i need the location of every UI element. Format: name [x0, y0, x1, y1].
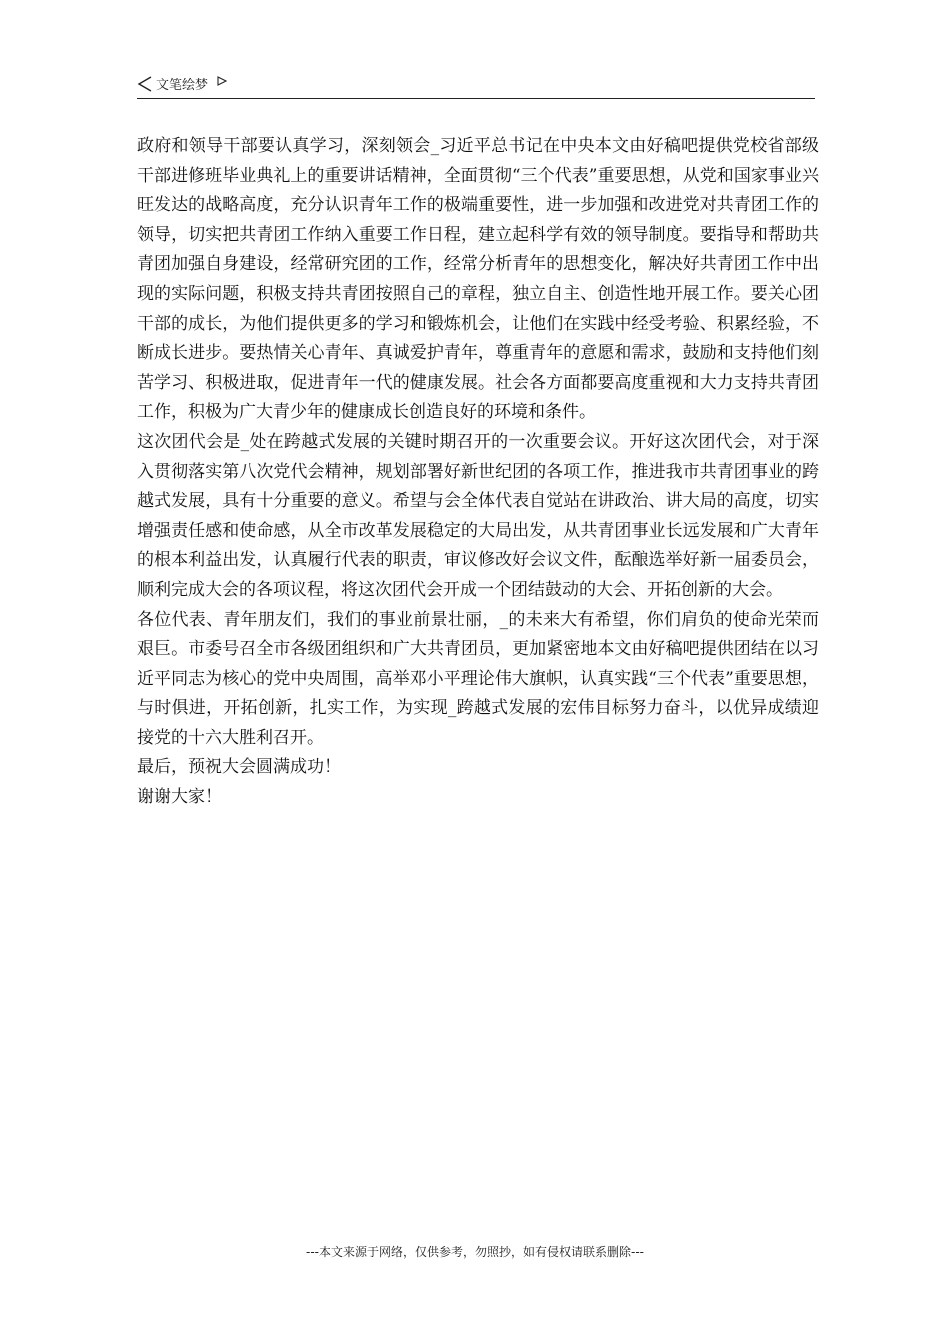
page-header	[137, 72, 815, 99]
document-body	[137, 132, 819, 813]
paragraph-thanks: 谢谢大家！	[137, 787, 222, 808]
triangle-left-icon	[137, 76, 153, 92]
brand-name: 文笔绘梦	[156, 78, 209, 93]
paragraph-party-leadership: 政府和领导干部要认真学习，深刻领会_习近平总书记在中央本文由好稿吧提供党校省部级干部进修班毕业典礼上的重要讲话精神，全面贯彻“三个代表”重要思想，从党和国家事业兴旺发达的战略高度，充分认识青年工作的极端重要性，进一步加强和改进党对共青团工作的领导，切实把共青团工作纳入重要工作日程，建立起科学有效的领导制度。要指导和帮助共青团加强自身建设，经常研究团的工作，经常分析青年的思想变化，解决好共青团工作中出现的实际问题，积极支持共青团按照自己的章程，独立自主、创造性地开展工作。要关心团干部的成长，为他们提供更多的学习和锻炼机会，让他们在实践中经受考验、积累经验，不断成长进步。要热情关心青年、真诚爱护青年，尊重青年的意愿和需求，鼓励和支持他们刻苦学习、积极进取，促进青年一代的健康发展。社会各方面都要高度重视和大力支持共青团工作，积极为广大青少年的健康成长创造良好的环境和条件。	[137, 136, 819, 423]
source-disclaimer: ---本文来源于网络，仅供参考，勿照抄，如有侵权请联系删除---	[306, 1245, 644, 1259]
paragraph-closing-wish: 最后，预祝大会圆满成功！	[137, 757, 341, 778]
brand	[137, 74, 227, 93]
paragraph-congress-significance: 这次团代会是_处在跨越式发展的关键时期召开的一次重要会议。开好这次团代会，对于深入贯彻落实第八次党代会精神，规划部署好新世纪团的各项工作，推进我市共青团事业的跨越式发展，具有十分重要的意义。希望与会全体代表自觉站在讲政治、讲大局的高度，切实增强责任感和使命感，从全市改革发展稳定的大局出发，从共青团事业长远发展和广大青年的根本利益出发，认真履行代表的职责，审议修改好会议文件，酝酿选举好新一届委员会，顺利完成大会的各项议程，将这次团代会开成一个团结鼓动的大会、开拓创新的大会。	[137, 431, 819, 600]
triangle-right-icon	[217, 76, 227, 86]
paragraph-call-to-action: 各位代表、青年朋友们，我们的事业前景壮丽，_的未来大有希望，你们肩负的使命光荣而艰巨。市委号召全市各级团组织和广大共青团员，更加紧密地本文由好稿吧提供团结在以习近平同志为核心的党中央周围，高举邓小平理论伟大旗帜，认真实践“三个代表”重要思想，与时俱进，开拓创新，扎实工作，为实现_跨越式发展的宏伟目标努力奋斗，以优异成绩迎接党的十六大胜利召开。	[137, 609, 819, 748]
